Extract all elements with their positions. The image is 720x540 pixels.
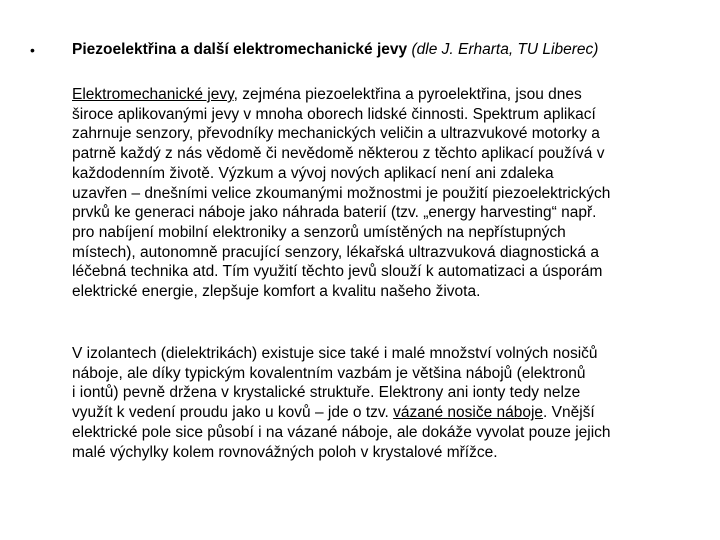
- paragraph-line: [72, 85, 712, 105]
- paragraph-line: místech), autonomně pracující senzory, lékařská ultrazvuková diagnostická a: [72, 243, 599, 261]
- heading-title: Piezoelektřina a další elektromechanické jevy: [72, 41, 408, 58]
- paragraph-line: elektrické pole sice působí i na vázané náboje, ale dokáže vyvolat pouze jejich: [72, 423, 611, 441]
- paragraph-line: uzavřen – dnešními velice zkoumanými možnostmi je použití piezoelektrických: [72, 184, 611, 202]
- slide-heading: [72, 40, 712, 60]
- bound-charge-carriers-link[interactable]: vázané nosiče náboje: [393, 404, 544, 422]
- paragraph-electromechanical: [72, 85, 712, 302]
- paragraph-line: pro nabíjení mobilní elektroniky a senzorů umístěných na nepřístupných: [72, 223, 566, 241]
- paragraph-line: prvků ke generaci náboje jako náhrada baterií (tzv. „energy harvesting“ např.: [72, 204, 597, 222]
- heading-source: (dle J. Erharta, TU Liberec): [411, 41, 599, 58]
- paragraph-line: zahrnuje senzory, převodníky mechanických veličin a ultrazvukové motorky a: [72, 125, 600, 143]
- paragraph-line: V izolantech (dielektrikách) existuje sice také i malé množství volných nosičů: [72, 345, 598, 362]
- paragraph-line: malé výchylky kolem rovnovážných poloh v krystalové mřížce.: [72, 443, 498, 461]
- paragraph-text: využít k vedení proudu jako u kovů – jde o tzv.: [72, 404, 394, 422]
- paragraph-line: široce aplikovanými jevy v mnoha oborech lidské činnosti. Spektrum aplikací: [72, 105, 596, 123]
- paragraph-line: patrně každý z nás vědomě či nevědomě některou z těchto aplikací používá v: [72, 145, 605, 163]
- bullet-marker: •: [30, 42, 35, 58]
- electromechanical-effects-link[interactable]: Elektromechanické jevy: [72, 86, 234, 103]
- paragraph-dielectrics: [72, 344, 712, 462]
- paragraph-line: elektrické energie, zlepšuje komfort a kvalitu našeho života.: [72, 283, 481, 301]
- paragraph-text: , zejména piezoelektřina a pyroelektřina, jsou dnes: [233, 86, 582, 103]
- paragraph-text: . Vnější: [543, 404, 595, 422]
- paragraph-line: každodenním životě. Výzkum a vývoj nových aplikací není ani zdaleka: [72, 164, 554, 182]
- paragraph-line: i iontů) pevně držena v krystalické struktuře. Elektrony ani ionty tedy nelze: [72, 384, 581, 402]
- paragraph-line: [72, 403, 712, 423]
- paragraph-line: léčebná technika atd. Tím využití těchto jevů slouží k automatizaci a úsporám: [72, 263, 603, 281]
- paragraph-line: náboje, ale díky typickým kovalentním vazbám je většina nábojů (elektronů: [72, 364, 586, 382]
